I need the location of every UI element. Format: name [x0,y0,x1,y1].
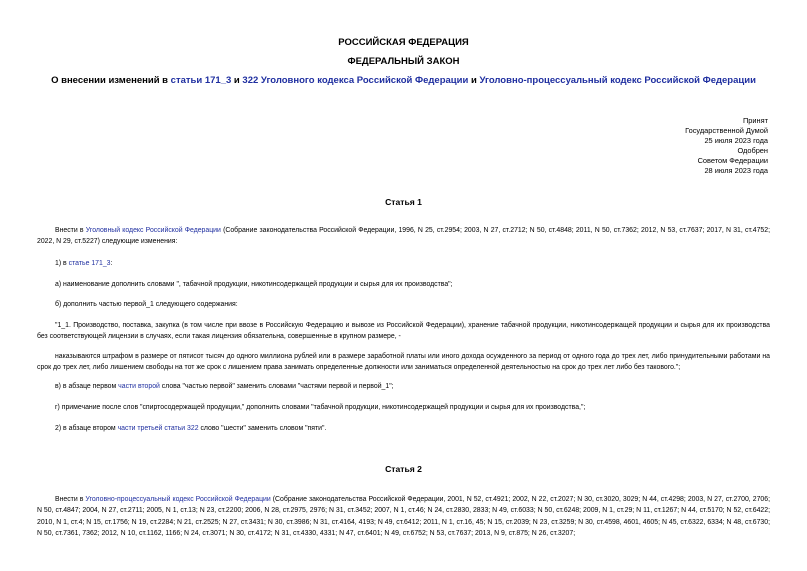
link-article-171-3[interactable]: статье 171_3 [68,260,111,267]
item-a: а) наименование дополнить словами ", табачной продукции, никотинсодержащей продукции и сырья для их производства"; [55,281,453,288]
link-part-two[interactable]: части второй [118,383,160,390]
paragraph-text: слова "частью первой" заменить словами "частями первой и первой_1"; [159,383,394,390]
paragraph-text: 2) в абзаце втором [55,425,118,432]
title-text: О внесении изменений в [51,75,171,86]
acceptance-block [685,116,768,176]
article-1-intro [37,225,770,248]
link-part-three[interactable]: части третьей [117,425,163,432]
item-2 [37,423,770,434]
paragraph-text: 1) в [55,260,69,267]
acceptance-line: 28 июля 2023 года [704,166,768,175]
title-link-criminal-code[interactable]: 322 Уголовного кодекса Российской Федерации [242,75,469,86]
paragraph-text: (Собрание законодательства Российской Федерации, 1996, N 25, ст.2954; 2003, N 27, ст.2712; N 50, ст.4848; 2011, N 50, ст.7362; 2012, N 53, ст.7637; 2017, N 31, ст.4752; 2022, N 29, ст.5227) следующие изменения: [37,227,770,246]
paragraph-text: (Собрание законодательства Российской Федерации, 2001, N 52, ст.4921; 2002, N 22, ст.2027; N 30, ст.3020, 3029; N 44, ст.4298; 2003, N 27, ст.2700, 2706; N 50, ст.4847; 2004, N 27, ст.2711; 2005, N 1, ст.13; N 23, ст.2200; 2006, N 28, ст.2975, 2976; N 31, ст.3452; 2007, N 1, ст.46; N 24, ст.2830, 2833; N 49, ст.6033; N 50, ст.6248; 2009, N 1, ст.29; N 11, ст.1267; N 44, ст.5170; N 52, ст.6422; 2010, N 1, ст.4; N 15, ст.1756; N 19, ст.2284; N 21, ст.2525; N 27, ст.3431; N 30, ст.3986; N 31, ст.4164, 4193; N 49, ст.6412; 2011, N 1, ст.16, 45; N 15, ст.2039; N 23, ст.3259; N 30, ст.4598, 4601, 4605; N 45, ст.6322, 6334; N 48, ст.6730; N 50, ст.7361, 7362; 2012, N 10, ст.1162, 1166; N 24, ст.3071; N 30, ст.4172; N 31, ст.4330, 4331; N 47, ст.6401; N 49, ст.6752; N 53, ст.7637; 2013, N 9, ст.875; N 26, ст.3207; [37,496,770,537]
article-1-heading: Статья 1 [385,197,422,207]
link-criminal-code[interactable]: Уголовный кодекс Российской Федерации [85,227,221,234]
title-text: и [468,75,480,86]
item-v [37,381,770,392]
article-2-heading: Статья 2 [385,464,422,474]
link-criminal-procedure-code[interactable]: Уголовно-процессуальный кодекс Российской Федерации [85,496,271,503]
title-link-criminal-procedure-code[interactable]: Уголовно-процессуальный кодекс Российской Федерации [479,75,756,86]
law-title [0,75,807,86]
acceptance-line: Принят [742,116,768,125]
article-2-intro [37,494,770,539]
acceptance-line: Государственной Думой [685,126,768,135]
country-heading: РОССИЙСКАЯ ФЕДЕРАЦИЯ [338,37,469,48]
acceptance-line: Советом Федерации [697,156,768,165]
acceptance-line: Одобрен [737,146,768,155]
title-text: и [231,75,243,86]
item-g: г) примечание после слов "спиртосодержащей продукции," дополнить словами "табачной продукции, никотинсодержащей продукции и сырья для их производства,"; [55,404,586,411]
acceptance-line: 25 июля 2023 года [704,136,768,145]
paragraph-text: Внести в [55,496,86,503]
quoted-part-1-1: "1_1. Производство, поставка, закупка (в том числе при ввозе в Российскую Федерацию и вывозе из Российской Федерации), хранение табачной продукции, никотинсодержащей продукции и сырья для их производства без соответствующей лицензии в случаях, если такая лицензия обязательна, совершенные в крупном размере, - [37,322,770,341]
item-b: б) дополнить частью первой_1 следующего содержания: [55,301,238,308]
law-type-heading: ФЕДЕРАЛЬНЫЙ ЗАКОН [347,56,460,67]
link-article-322[interactable]: статьи 322 [164,425,199,432]
paragraph-text: Внести в [55,227,86,234]
item-1 [37,258,770,269]
paragraph-text: слово "шести" заменить словом "пяти". [198,425,327,432]
penalty-paragraph: наказываются штрафом в размере от пятисот тысяч до одного миллиона рублей или в размере заработной платы или иного дохода осужденного за период от одного года до трех лет, либо принудительными работами на срок до трех лет, либо лишением свободы на тот же срок с лишением права занимать определенные должности или заниматься определенной деятельностью на срок до трех лет либо без такового."; [37,353,770,372]
title-link-article-171-3[interactable]: статьи 171_3 [170,75,232,86]
paragraph-text: : [110,260,113,267]
paragraph-text: в) в абзаце первом [55,383,119,390]
